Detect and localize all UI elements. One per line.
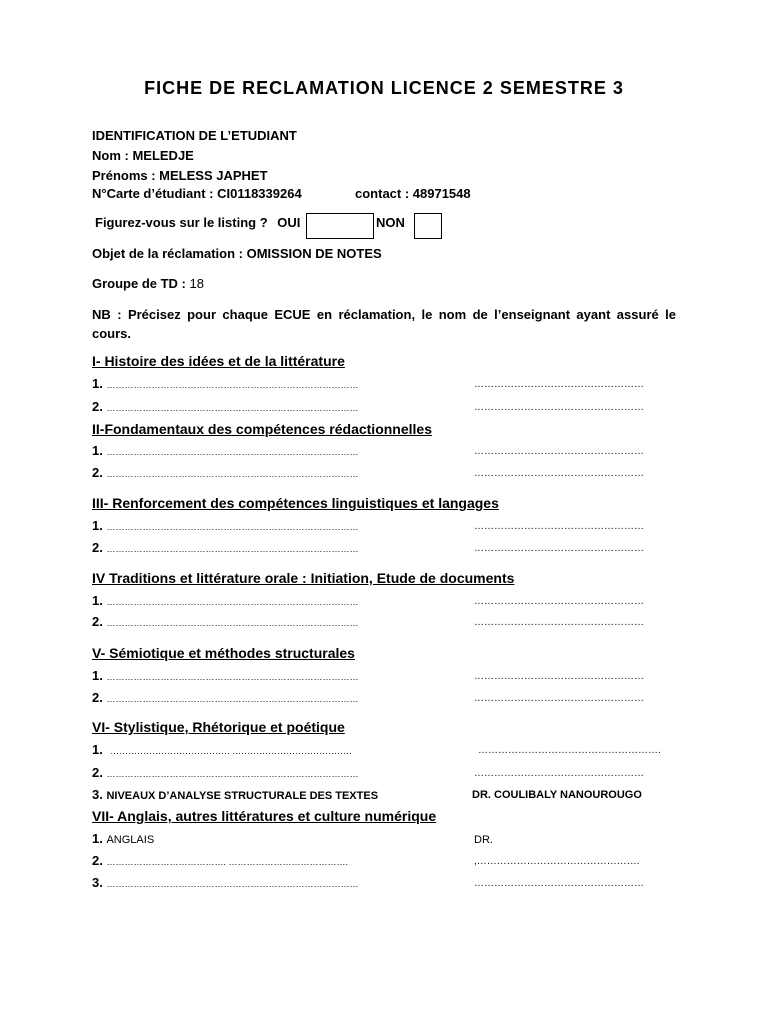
section-5-row-2-teacher[interactable]: …………………………………………… (474, 693, 644, 704)
section-4-title: IV Traditions et littérature orale : Initiation, Etude de documents (92, 570, 515, 586)
section-7-row-3[interactable]: 3. ………………………………………………………………………… (92, 875, 359, 890)
groupe-value: 18 (189, 276, 204, 291)
section-4-row-2[interactable]: 2. ………………………………………………………………………… (92, 614, 359, 629)
section-5-title: V- Sémiotique et méthodes structurales (92, 645, 355, 661)
section-7-row-1-teacher[interactable]: DR. (474, 834, 493, 846)
objet-field: Objet de la réclamation : OMISSION DE NOTES (92, 246, 382, 261)
page-title: FICHE DE RECLAMATION LICENCE 2 SEMESTRE 3 (144, 78, 624, 98)
identification-header: IDENTIFICATION DE L’ETUDIANT (92, 128, 297, 143)
groupe-label: Groupe de TD : (92, 276, 186, 291)
section-2-title: II-Fondamentaux des compétences rédactionnelles (92, 421, 432, 437)
section-2-row-2[interactable]: 2. ………………………………………………………………………… (92, 465, 359, 480)
contact-field: contact : 48971548 (355, 186, 471, 201)
section-2-row-1[interactable]: 1. ………………………………………………………………………… (92, 443, 359, 458)
nb-note: NB : Précisez pour chaque ECUE en réclamation, le nom de l’enseignant ayant assuré le cours. (92, 307, 676, 341)
section-6-row-1-teacher[interactable]: ………………………………………………. (478, 745, 661, 756)
section-7-row-3-teacher[interactable]: …………………………………………… (474, 878, 644, 889)
section-7-row-2[interactable]: 2. …………………………………. …………………………………. (92, 853, 348, 868)
carte-field: N°Carte d’étudiant : CI0118339264 (92, 186, 302, 201)
section-4-row-1[interactable]: 1. ………………………………………………………………………… (92, 593, 359, 608)
listing-question-label: Figurez-vous sur le listing ? (95, 215, 268, 230)
oui-label: OUI (277, 215, 301, 230)
section-6-row-1[interactable]: 1. …………………………………. …………………………………. (92, 742, 352, 757)
prenoms-field: Prénoms : MELESS JAPHET (92, 168, 268, 183)
section-7-row-1[interactable]: 1. ANGLAIS (92, 831, 155, 846)
section-1-row-1[interactable]: 1. ………………………………………………………………………… (92, 376, 359, 391)
section-4-row-2-teacher[interactable]: …………………………………………… (474, 617, 644, 628)
section-7-title: VII- Anglais, autres littératures et culture numérique (92, 808, 437, 824)
oui-checkbox[interactable] (306, 213, 374, 239)
section-6-title: VI- Stylistique, Rhétorique et poétique (92, 719, 345, 735)
non-checkbox[interactable] (414, 213, 442, 239)
section-1-row-1-teacher[interactable]: …………………………………………… (474, 379, 644, 390)
section-1-row-2-teacher[interactable]: …………………………………………… (474, 402, 644, 413)
section-6-row-2-teacher[interactable]: …………………………………………… (474, 768, 644, 779)
section-4-row-1-teacher[interactable]: …………………………………………… (474, 596, 644, 607)
section-5-row-2[interactable]: 2. ………………………………………………………………………… (92, 690, 359, 705)
section-3-title: III- Renforcement des compétences linguistiques et langages (92, 495, 499, 511)
section-1-row-2[interactable]: 2. ………………………………………………………………………… (92, 399, 359, 414)
section-3-row-1-teacher[interactable]: …………………………………………… (474, 521, 644, 532)
non-label: NON (376, 215, 405, 230)
section-5-row-1[interactable]: 1. ………………………………………………………………………… (92, 668, 359, 683)
section-7-row-2-teacher[interactable]: ,…………………………………………. (474, 856, 640, 867)
groupe-field (92, 276, 204, 291)
section-5-row-1-teacher[interactable]: …………………………………………… (474, 671, 644, 682)
section-6-row-3[interactable]: 3. NIVEAUX D’ANALYSE STRUCTURALE DES TEXTES (92, 787, 379, 802)
section-2-row-2-teacher[interactable]: …………………………………………… (474, 468, 644, 479)
listing-question (95, 215, 300, 230)
section-3-row-1[interactable]: 1. ………………………………………………………………………… (92, 518, 359, 533)
section-3-row-2-teacher[interactable]: …………………………………………… (474, 543, 644, 554)
section-3-row-2[interactable]: 2. ………………………………………………………………………… (92, 540, 359, 555)
section-2-row-1-teacher[interactable]: …………………………………………… (474, 446, 644, 457)
section-6-row-2[interactable]: 2. ………………………………………………………………………… (92, 765, 359, 780)
section-1-title: I- Histoire des idées et de la littérature (92, 353, 345, 369)
section-6-row-3-teacher[interactable]: DR. COULIBALY NANOUROUGO (472, 789, 642, 801)
nom-field: Nom : MELEDJE (92, 148, 194, 163)
